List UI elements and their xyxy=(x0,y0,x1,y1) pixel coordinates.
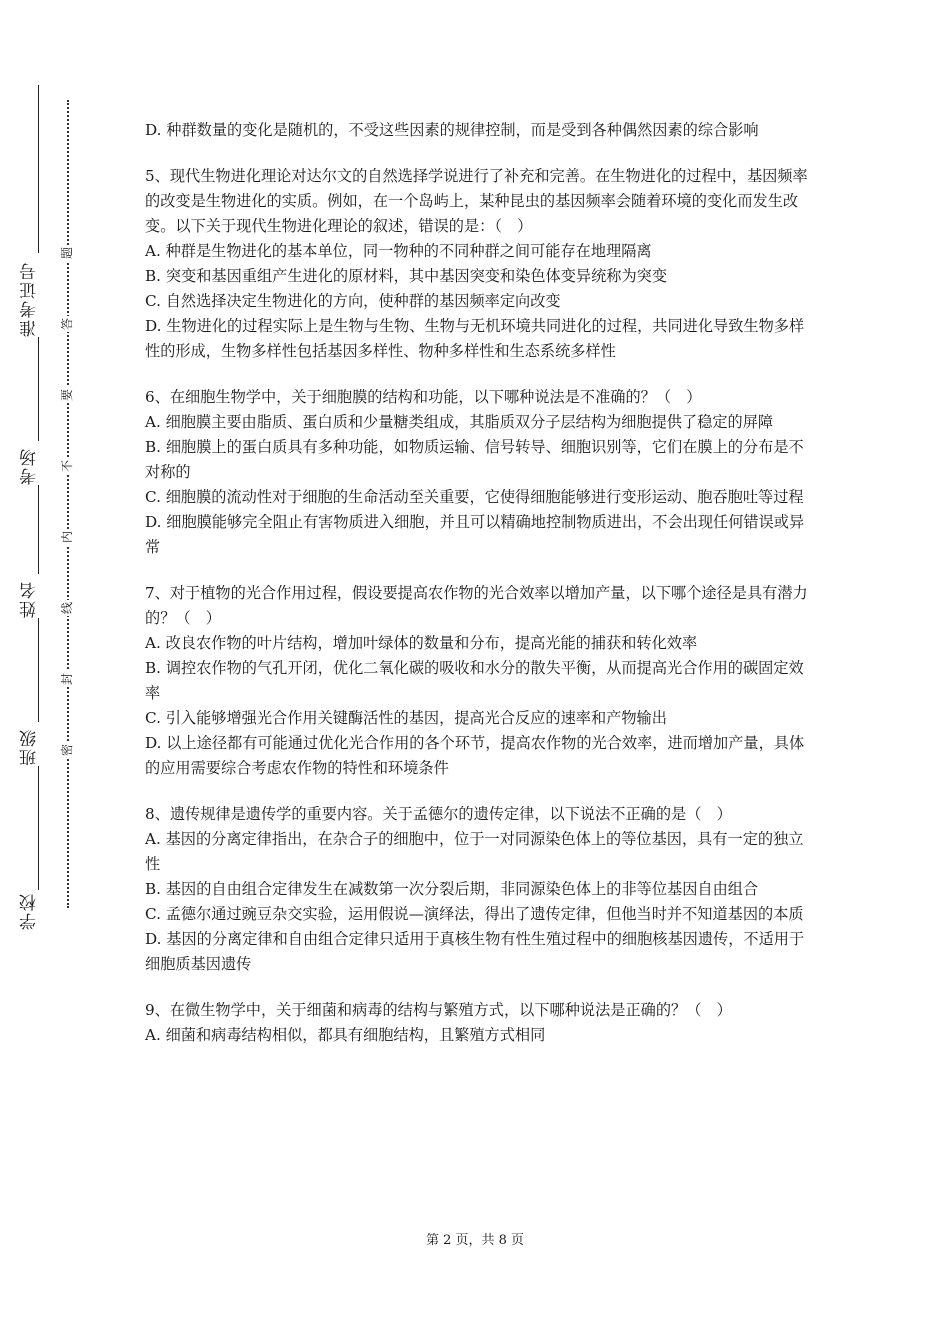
binding-rule xyxy=(38,85,39,917)
previous-question-option-d: D. 种群数量的变化是随机的，不受这些因素的规律控制，而是受到各种偶然因素的综合影响 xyxy=(145,121,759,139)
seal-char: 封 xyxy=(60,673,74,686)
seal-char: 线 xyxy=(60,602,74,615)
option-b: B. 调控农作物的气孔开闭，优化二氧化碳的吸收和水分的散失平衡，从而提高光合作用的碳固定效率 xyxy=(145,659,804,702)
school-label: 学校 xyxy=(20,892,40,930)
question-9 xyxy=(145,998,810,1048)
option-d: D. 生物进化的过程实际上是生物与生物、生物与无机环境共同进化的过程，共同进化导致生物多样性的形成，生物多样性包括基因多样性、物种多样性和生态系统多样性 xyxy=(145,317,805,360)
page-footer: 第 2 页，共 8 页 xyxy=(425,1233,525,1248)
option-d: D. 基因的分离定律和自由组合定律只适用于真核生物有性生殖过程中的细胞核基因遗传，不适用于细胞质基因遗传 xyxy=(145,930,805,973)
seal-char: 要 xyxy=(60,389,74,402)
question-content xyxy=(145,118,810,1069)
question-stem: 5、现代生物进化理论对达尔文的自然选择学说进行了补充和完善。在生物进化的过程中，基因频率的改变是生物进化的实质。例如，在一个岛屿上，某种昆虫的基因频率会随着环境的变化而发生改变。以下关于现代生物进化理论的叙述，错误的是：（ ） xyxy=(145,167,808,235)
question-stem: 8、遗传规律是遗传学的重要内容。关于孟德尔的遗传定律，以下说法不正确的是（ ） xyxy=(145,805,732,823)
option-c: C. 细胞膜的流动性对于细胞的生命活动至关重要，它使得细胞能够进行变形运动、胞吞胞吐等过程 xyxy=(145,488,804,506)
question-8 xyxy=(145,802,810,977)
question-stem: 9、在微生物学中，关于细菌和病毒的结构与繁殖方式，以下哪种说法是正确的？（ ） xyxy=(145,1001,732,1019)
exam-number-label: 准考证号 xyxy=(22,253,42,337)
option-b: B. 细胞膜上的蛋白质具有多种功能，如物质运输、信号转导、细胞识别等，它们在膜上的分布是不对称的 xyxy=(145,438,804,481)
option-d: D. 以上途径都有可能通过优化光合作用的各个环节，提高农作物的光合效率，进而增加产量，具体的应用需要综合考虑农作物的特性和环境条件 xyxy=(145,734,805,777)
seal-char: 答 xyxy=(60,318,74,331)
option-b: B. 基因的自由组合定律发生在减数第一次分裂后期，非同源染色体上的非等位基因自由组合 xyxy=(145,880,759,898)
question-stem: 7、对于植物的光合作用过程，假设要提高农作物的光合效率以增加产量，以下哪个途径是具有潜力的？（ ） xyxy=(145,584,808,627)
seal-char: 题 xyxy=(60,247,74,260)
name-label: 姓名 xyxy=(22,574,42,618)
option-c: C. 孟德尔通过豌豆杂交实验，运用假说—演绎法，得出了遗传定律，但他当时并不知道基因的本质 xyxy=(145,905,804,923)
seal-char: 内 xyxy=(60,531,74,544)
question-stem: 6、在细胞生物学中，关于细胞膜的结构和功能，以下哪种说法是不准确的？（ ） xyxy=(145,388,702,406)
seal-char: 密 xyxy=(60,744,74,757)
option-b: B. 突变和基因重组产生进化的原材料，其中基因突变和染色体变异统称为突变 xyxy=(145,267,668,285)
seal-line xyxy=(67,100,69,908)
option-a: A. 基因的分离定律指出，在杂合子的细胞中，位于一对同源染色体上的等位基因，具有一定的独立性 xyxy=(145,830,804,873)
option-c: C. 自然选择决定生物进化的方向，使种群的基因频率定向改变 xyxy=(145,292,561,310)
class-label: 班级 xyxy=(22,722,42,766)
question-6 xyxy=(145,385,810,560)
question-5 xyxy=(145,164,810,364)
option-a: A. 改良农作物的叶片结构，增加叶绿体的数量和分布，提高光能的捕获和转化效率 xyxy=(145,634,698,652)
question-7 xyxy=(145,581,810,781)
binding-margin xyxy=(0,0,110,1344)
option-c: C. 引入能够增强光合作用关键酶活性的基因，提高光合反应的速率和产物输出 xyxy=(145,709,667,727)
option-a: A. 种群是生物进化的基本单位，同一物种的不同种群之间可能存在地理隔离 xyxy=(145,242,652,260)
option-a: A. 细菌和病毒结构相似，都具有细胞结构，且繁殖方式相同 xyxy=(145,1026,546,1044)
seal-char: 不 xyxy=(60,460,74,473)
exam-room-label: 考场 xyxy=(22,441,42,485)
option-d: D. 细胞膜能够完全阻止有害物质进入细胞，并且可以精确地控制物质进出，不会出现任何错误或异常 xyxy=(145,513,805,556)
option-a: A. 细胞膜主要由脂质、蛋白质和少量糖类组成，其脂质双分子层结构为细胞提供了稳定的屏障 xyxy=(145,413,774,431)
